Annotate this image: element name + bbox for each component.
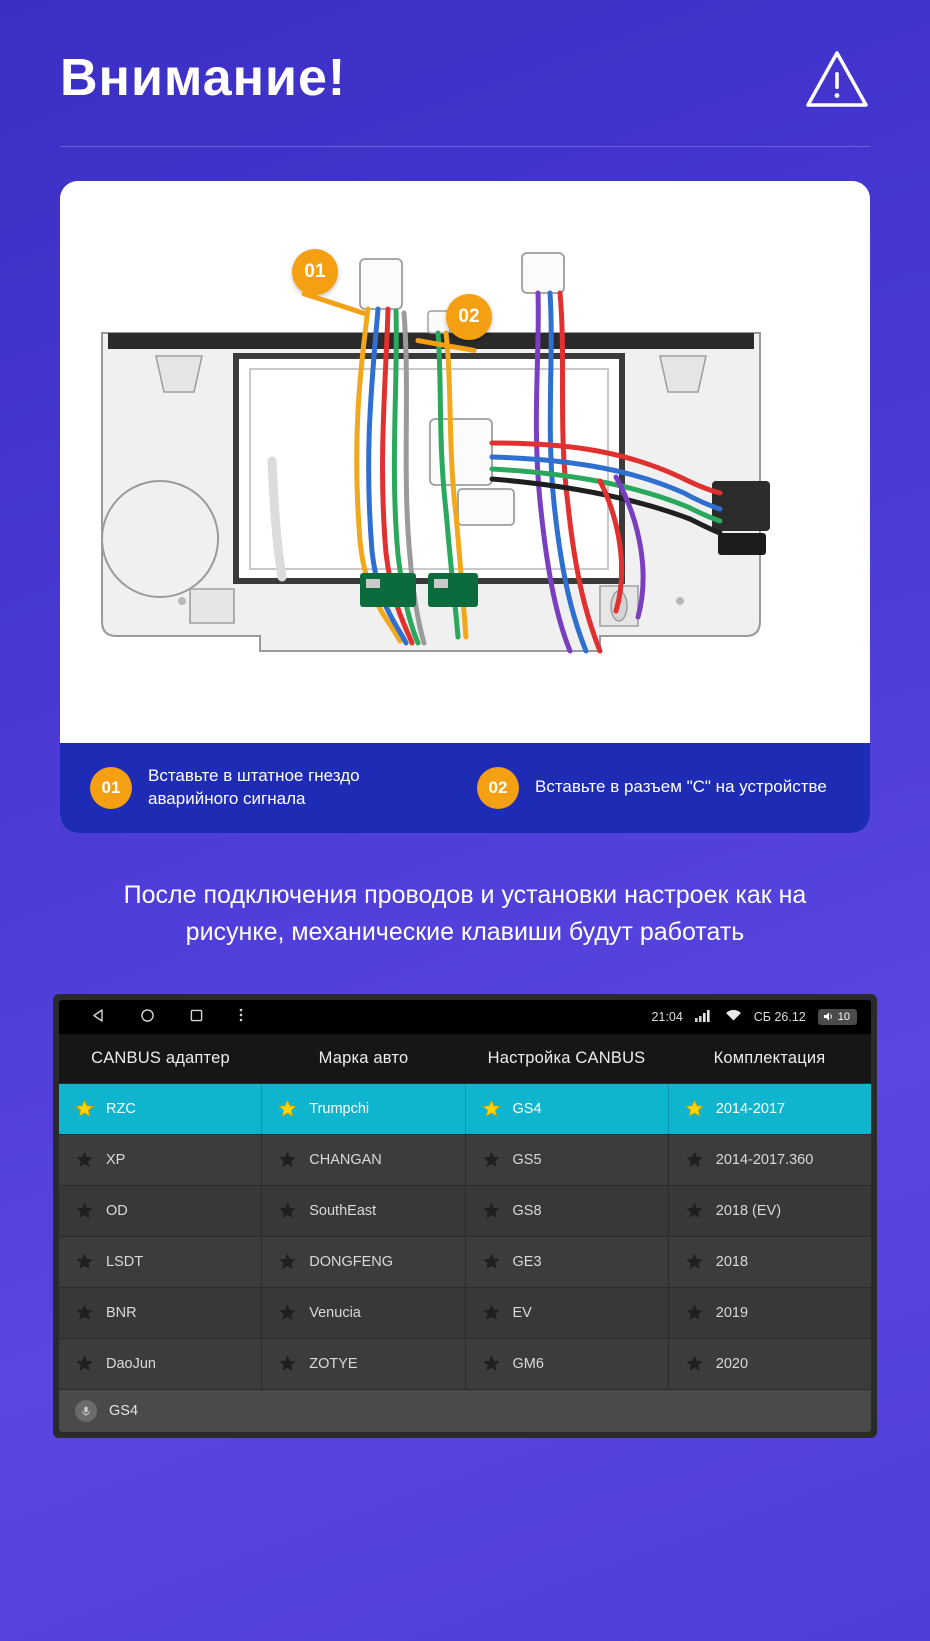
star-icon xyxy=(278,1252,297,1271)
cell-label: GS8 xyxy=(512,1202,542,1219)
legend-text-02: Вставьте в разъем "C" на устройстве xyxy=(535,777,827,797)
table-cell[interactable] xyxy=(262,1237,465,1287)
star-icon xyxy=(75,1303,94,1322)
cell-label: ZOTYE xyxy=(309,1355,358,1372)
table-row[interactable] xyxy=(59,1237,871,1288)
instruction-subtitle: После подключения проводов и установки настроек как на рисунке, механические клавиши будут работать xyxy=(123,880,807,947)
signal-bars-icon xyxy=(695,1009,713,1025)
tab-trim-level[interactable]: Комплектация xyxy=(713,1048,826,1067)
star-icon xyxy=(685,1150,704,1169)
status-right-group xyxy=(651,1009,857,1025)
cell-label: OD xyxy=(106,1202,128,1219)
star-icon xyxy=(685,1303,704,1322)
volume-level: 10 xyxy=(837,1010,850,1023)
cell-label: GS5 xyxy=(512,1151,542,1168)
table-cell[interactable] xyxy=(59,1186,262,1236)
tab-canbus-settings[interactable]: Настройка CANBUS xyxy=(487,1048,646,1067)
star-icon xyxy=(278,1150,297,1169)
table-cell[interactable] xyxy=(466,1084,669,1134)
table-cell[interactable] xyxy=(59,1135,262,1185)
device-screenshot xyxy=(53,994,877,1438)
volume-icon xyxy=(823,1011,834,1022)
cell-label: GM6 xyxy=(512,1355,544,1372)
star-icon xyxy=(278,1354,297,1373)
star-icon xyxy=(685,1201,704,1220)
callout-badge-02: 02 xyxy=(446,294,492,340)
table-cell[interactable] xyxy=(669,1135,871,1185)
table-cell[interactable] xyxy=(669,1339,871,1389)
cell-label: XP xyxy=(106,1151,126,1168)
settings-table xyxy=(59,1084,871,1390)
table-row[interactable] xyxy=(59,1084,871,1135)
cell-label: GE3 xyxy=(512,1253,542,1270)
cell-label: BNR xyxy=(106,1304,137,1321)
star-icon xyxy=(482,1099,501,1118)
table-cell[interactable] xyxy=(669,1288,871,1338)
star-icon xyxy=(685,1252,704,1271)
table-cell[interactable] xyxy=(262,1288,465,1338)
legend-badge-02: 02 xyxy=(477,767,519,809)
table-cell[interactable] xyxy=(59,1288,262,1338)
illustration-card xyxy=(60,181,870,833)
mic-icon[interactable] xyxy=(75,1400,97,1422)
table-cell[interactable] xyxy=(262,1186,465,1236)
back-triangle-icon[interactable] xyxy=(91,1008,106,1026)
star-icon xyxy=(75,1201,94,1220)
star-icon xyxy=(482,1201,501,1220)
cell-label: GS4 xyxy=(512,1100,542,1117)
status-time: 21:04 xyxy=(651,1009,683,1024)
table-row[interactable] xyxy=(59,1288,871,1339)
table-row[interactable] xyxy=(59,1135,871,1186)
header-divider xyxy=(60,146,870,147)
android-status-bar xyxy=(59,1000,871,1034)
star-icon xyxy=(482,1150,501,1169)
cell-label: 2019 xyxy=(715,1304,749,1321)
star-icon xyxy=(685,1354,704,1373)
cell-label: Venucia xyxy=(309,1304,361,1321)
table-row[interactable] xyxy=(59,1339,871,1390)
star-icon xyxy=(75,1354,94,1373)
bottom-status-bar xyxy=(59,1390,871,1432)
star-icon xyxy=(75,1099,94,1118)
cell-label: SouthEast xyxy=(309,1202,377,1219)
cell-label: 2014-2017.360 xyxy=(715,1151,814,1168)
tab-canbus-adapter[interactable]: CANBUS адаптер xyxy=(91,1048,230,1067)
star-icon xyxy=(278,1201,297,1220)
table-cell[interactable] xyxy=(262,1084,465,1134)
cell-label: EV xyxy=(512,1304,532,1321)
warning-triangle-icon xyxy=(804,48,870,110)
recents-square-icon[interactable] xyxy=(189,1008,204,1026)
table-cell[interactable] xyxy=(466,1339,669,1389)
table-cell[interactable] xyxy=(466,1288,669,1338)
cell-label: CHANGAN xyxy=(309,1151,382,1168)
table-row[interactable] xyxy=(59,1186,871,1237)
table-cell[interactable] xyxy=(669,1084,871,1134)
cell-label: 2018 xyxy=(715,1253,749,1270)
android-nav-group xyxy=(73,1007,244,1026)
star-icon xyxy=(482,1303,501,1322)
table-cell[interactable] xyxy=(466,1186,669,1236)
table-cell[interactable] xyxy=(262,1339,465,1389)
installation-photo-graphic xyxy=(60,181,870,743)
cell-label: LSDT xyxy=(106,1253,144,1270)
star-icon xyxy=(685,1099,704,1118)
cell-label: DaoJun xyxy=(106,1355,156,1372)
star-icon xyxy=(75,1150,94,1169)
cell-label: Trumpchi xyxy=(309,1100,370,1117)
legend-badge-01: 01 xyxy=(90,767,132,809)
cell-label: RZC xyxy=(106,1100,136,1117)
cell-label: 2014-2017 xyxy=(715,1100,786,1117)
overflow-menu-icon[interactable] xyxy=(238,1007,244,1026)
status-date: СБ 26.12 xyxy=(753,1009,806,1024)
volume-indicator[interactable] xyxy=(818,1009,857,1025)
table-cell[interactable] xyxy=(262,1135,465,1185)
wifi-icon xyxy=(725,1009,742,1025)
settings-tabs xyxy=(59,1034,871,1084)
table-cell[interactable] xyxy=(669,1186,871,1236)
page-header xyxy=(0,0,930,110)
table-cell[interactable] xyxy=(466,1135,669,1185)
cell-label: DONGFENG xyxy=(309,1253,394,1270)
home-circle-icon[interactable] xyxy=(140,1008,155,1026)
callout-badge-01: 01 xyxy=(292,249,338,295)
star-icon xyxy=(278,1303,297,1322)
cell-label: 2020 xyxy=(715,1355,749,1372)
star-icon xyxy=(482,1354,501,1373)
table-cell[interactable] xyxy=(59,1084,262,1134)
bottom-bar-label: GS4 xyxy=(109,1402,139,1419)
legend-item-01 xyxy=(90,765,453,811)
table-cell[interactable] xyxy=(59,1339,262,1389)
star-icon xyxy=(482,1252,501,1271)
table-cell[interactable] xyxy=(466,1237,669,1287)
legend-strip xyxy=(60,743,870,833)
star-icon xyxy=(278,1099,297,1118)
legend-item-02 xyxy=(477,767,840,809)
page-title: Внимание! xyxy=(60,49,347,108)
installation-photo xyxy=(60,181,870,743)
legend-text-01: Вставьте в штатное гнездо аварийного сигнала xyxy=(148,766,360,808)
device-screen xyxy=(59,1000,871,1432)
table-cell[interactable] xyxy=(59,1237,262,1287)
star-icon xyxy=(75,1252,94,1271)
cell-label: 2018 (EV) xyxy=(715,1202,782,1219)
tab-car-brand[interactable]: Марка авто xyxy=(318,1048,409,1067)
table-cell[interactable] xyxy=(669,1237,871,1287)
